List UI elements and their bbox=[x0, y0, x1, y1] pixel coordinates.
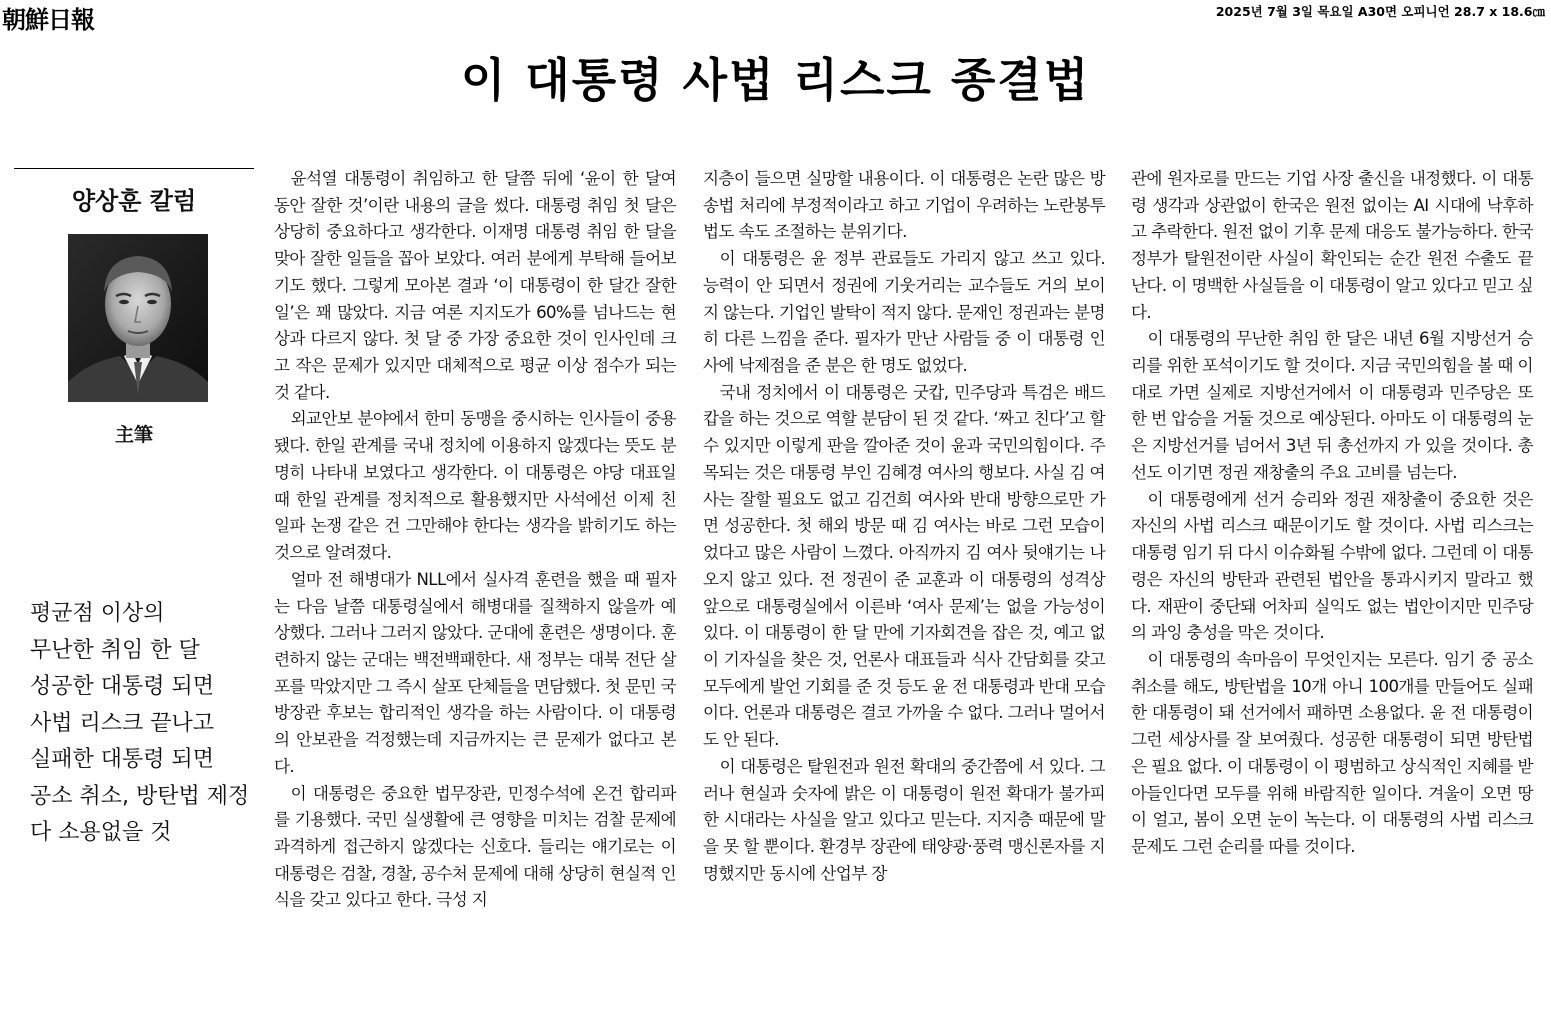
article-headline: 이 대통령 사법 리스크 종결법 bbox=[460, 53, 1091, 107]
summary-line: 공소 취소, 방탄법 제정 bbox=[30, 783, 250, 809]
body-paragraph: 이 대통령은 탈원전과 원전 확대의 중간쯤에 서 있다. 그러나 현실과 숫자에 밝은 이 대통령이 원전 확대가 불가피한 시대라는 사실을 알고 있다고 믿는다. 지지층 때문에 말을 못 할 뿐이다. 환경부 장관에 태양광·풍력 맹신론자를 지명했지만 동시에 산업부 장 bbox=[703, 756, 1105, 883]
body-paragraph: 이 대통령은 중요한 법무장관, 민정수석에 온건 합리파를 기용했다. 국민 실생활에 큰 영향을 미치는 검찰 문제에 과격하게 접근하지 않겠다는 신호다. 들리는 얘기로는 이 대통령은 검찰, 경찰, 공수처 문제에 대해 상당히 현실적 인식을 갖고 있다고 한다. 극성 지 bbox=[274, 783, 676, 910]
summary-line: 다 소용없을 것 bbox=[30, 820, 172, 845]
body-paragraph: 이 대통령의 속마음이 무엇인지는 모른다. 임기 중 공소 취소를 해도, 방탄법을 10개 아니 100개를 만들어도 실패한 대통령이 돼 선거에서 패하면 소용없다. 윤 전 대통령이 그런 세상사를 잘 보여줬다. 성공한 대통령이 되면 방탄법은 필요 없다. 이 대통령이 이 평범하고 상식적인 지혜를 받아들인다면 모두를 위해 바람직한 일이다. 겨울이 오면 땅이 얼고, 봄이 오면 눈이 녹는다. 이 대통령의 사법 리스크 문제도 그런 순리를 따를 것이다. bbox=[1131, 649, 1533, 856]
body-paragraph: 이 대통령은 윤 정부 관료들도 가리지 않고 쓰고 있다. 능력이 안 되면서 정권에 기웃거리는 교수들도 거의 보이지 않는다. 기업인 발탁이 적지 않다. 문재인 정권과는 분명히 다른 느낌을 준다. 필자가 만난 사람들 중 이 대통령 인사에 낙제점을 준 분은 한 명도 없었다. bbox=[703, 249, 1105, 376]
column-sidebar bbox=[14, 168, 254, 446]
body-paragraph: 이 대통령의 무난한 취임 한 달은 내년 6월 지방선거 승리를 위한 포석이기도 할 것이다. 지금 국민의힘을 볼 때 이대로 가면 실제로 지방선거에서 이 대통령과 민주당은 또 한 번 압승을 거둘 것으로 예상된다. 아마도 이 대통령의 눈은 지방선거를 넘어서 3년 뒤 총선까지 가 있을 것이다. 총선도 이기면 정권 재창출의 주요 고비를 넘는다. bbox=[1131, 329, 1533, 482]
body-paragraph: 외교안보 분야에서 한미 동맹을 중시하는 인사들이 중용됐다. 한일 관계를 국내 정치에 이용하지 않겠다는 뜻도 분명히 나타내 보였다고 생각한다. 이 대통령은 야당 대표일 때 한일 관계를 정치적으로 활용했지만 사석에선 이제 친일파 논쟁 같은 건 그만해야 한다는 생각을 밝히기도 하는 것으로 알려졌다. bbox=[274, 409, 676, 563]
summary-line: 무난한 취임 한 달 bbox=[30, 637, 200, 663]
body-paragraph: 얼마 전 해병대가 NLL에서 실사격 훈련을 했을 때 필자는 다음 날쯤 대통령실에서 해병대를 질책하지 않을까 예상했다. 그러나 그러지 않았다. 군대에 훈련은 생명이다. 훈련하지 않는 군대는 백전백패한다. 새 정부는 대북 전단 살포를 막았지만 그 즉시 살포 단체들을 면담했다. 첫 문민 국방장관 후보는 합리적인 생각을 하는 사람이다. 이 대통령의 안보관을 걱정했는데 지금까지는 큰 문제가 없다고 본다. bbox=[274, 569, 676, 776]
sidebar-top-rule bbox=[14, 168, 254, 169]
body-paragraph: 윤석열 대통령이 취임하고 한 달쯤 뒤에 ‘윤이 한 달여 동안 잘한 것’이란 내용의 글을 썼다. 대통령 취임 첫 달은 상당히 중요하다고 생각한다. 이재명 대통령 취임 한 달을 맞아 잘한 일들을 꼽아 보았다. 여러 분에게 부탁해 들어보기도 했다. 그렇게 모아본 결과 ‘이 대통령이 한 달간 잘한 일’은 꽤 많았다. 지금 여론 지지도가 60%를 넘나드는 현상과 다르지 않다. 첫 달 중 가장 중요한 것이 인사인데 크고 작은 문제가 있지만 대체적으로 평균 이상 점수가 되는 것 같다. bbox=[274, 169, 676, 402]
body-column-3 bbox=[1131, 166, 1533, 861]
publication-info: 2025년 7월 3일 목요일 A30면 오피니언 28.7 x 18.6㎝ bbox=[1215, 4, 1545, 19]
summary-line: 사법 리스크 끝나고 bbox=[30, 710, 215, 736]
body-paragraph: 이 대통령에게 선거 승리와 정권 재창출이 중요한 것은 자신의 사법 리스크 때문이기도 할 것이다. 사법 리스크는 대통령 임기 뒤 다시 이슈화될 수밖에 없다. 그런데 이 대통령은 자신의 방탄과 관련된 법안을 통과시키지 말라고 했다. 재판이 중단돼 어차피 실익도 없는 법안이지만 민주당의 과잉 충성을 막은 것이다. bbox=[1131, 489, 1533, 643]
body-paragraph: 국내 정치에서 이 대통령은 굿캅, 민주당과 특검은 배드캅을 하는 것으로 역할 분담이 된 것 같다. ‘짜고 친다’고 할 수 있지만 이렇게 판을 깔아준 것이 윤과 국민의힘이다. 주목되는 것은 대통령 부인 김혜경 여사의 행보다. 사실 김 여사는 잘할 필요도 없고 김건희 여사와 반대 방향으로만 가면 성공한다. 첫 해외 방문 때 김 여사는 바로 그런 모습이었다고 많은 사람이 느꼈다. 아직까지 김 여사 뒷얘기는 나오지 않고 있다. 전 정권이 준 교훈과 이 대통령의 성격상 앞으로 대통령실에서 이른바 ‘여사 문제’는 없을 가능성이 있다. 이 대통령이 한 달 만에 기자회견을 잡은 것, 예고 없이 기자실을 찾은 것, 언론사 대표들과 식사 간담회를 갖고 모두에게 발언 기회를 준 것 등도 윤 전 대통령과 반대 모습이다. 언론과 대통령은 결코 가까울 수 없다. 그러나 멀어서도 안 된다. bbox=[703, 382, 1105, 750]
summary-box bbox=[30, 596, 249, 852]
body-column-2 bbox=[703, 166, 1105, 887]
author-portrait bbox=[68, 234, 208, 402]
newspaper-masthead: 朝鮮日報 bbox=[2, 5, 94, 34]
body-paragraph: 지층이 들으면 실망할 내용이다. 이 대통령은 논란 많은 방송법 처리에 부정적이라고 하고 기업이 우려하는 노란봉투법도 속도 조절하는 분위기다. bbox=[703, 169, 1105, 242]
summary-line: 실패한 대통령 되면 bbox=[30, 747, 215, 772]
author-portrait-drawing bbox=[68, 234, 208, 402]
author-role: 主筆 bbox=[114, 424, 153, 446]
body-paragraph: 관에 원자로를 만드는 기업 사장 출신을 내정했다. 이 대통령 생각과 상관없이 한국은 원전 없이는 AI 시대에 낙후하고 추락한다. 원전 없이 기후 문제 대응도 불가능하다. 한국 정부가 탈원전이란 사실이 확인되는 순간 원전 수출도 끝난다. 이 명백한 사실들을 이 대통령이 알고 있다고 믿고 싶다. bbox=[1131, 169, 1533, 322]
summary-line: 성공한 대통령 되면 bbox=[30, 674, 215, 699]
body-column-1 bbox=[274, 166, 676, 914]
column-title: 양상훈 칼럼 bbox=[71, 187, 197, 215]
summary-line: 평균점 이상의 bbox=[30, 601, 165, 626]
